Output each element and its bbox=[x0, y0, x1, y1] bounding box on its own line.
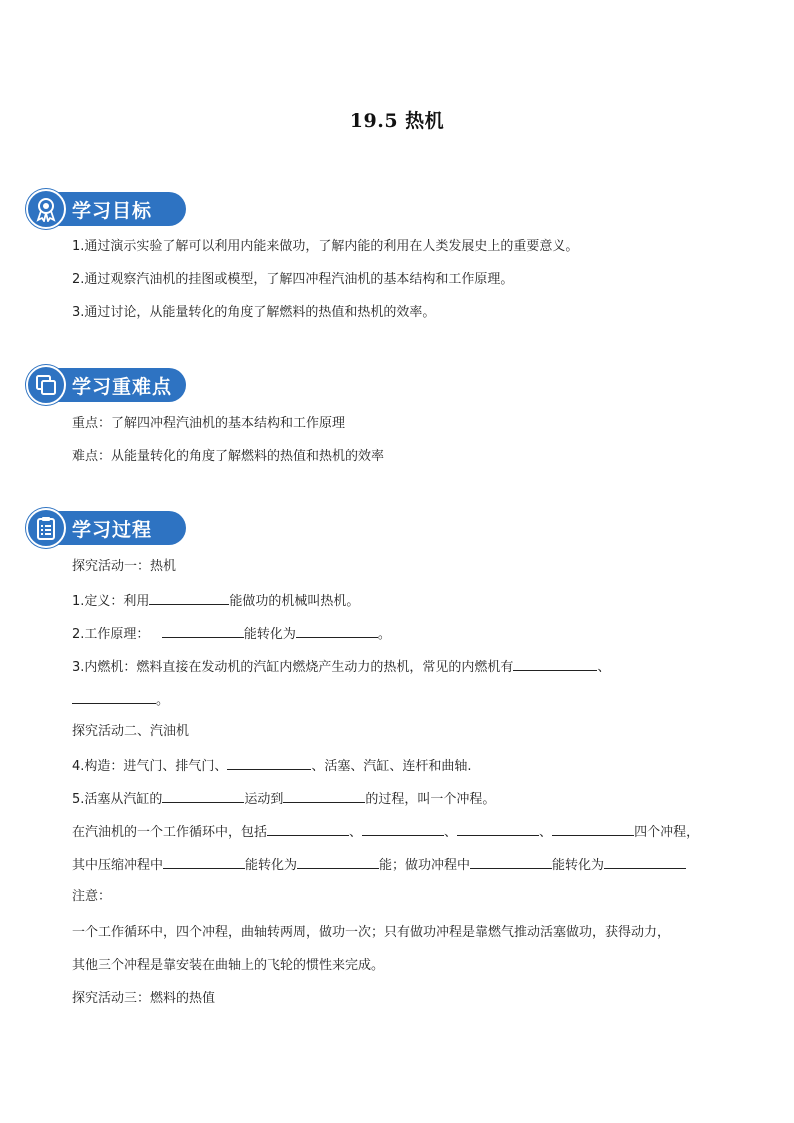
note-title: 注意： bbox=[72, 889, 112, 904]
difficult-point: 难点：从能量转化的角度了解燃料的热值和热机的效率 bbox=[72, 449, 385, 464]
blank[interactable] bbox=[162, 625, 244, 638]
question-4: 4.构造：进气门、排气门、 、活塞、汽缸、连杆和曲轴. bbox=[72, 759, 472, 774]
blank[interactable] bbox=[362, 823, 444, 836]
note-line-2: 其他三个冲程是靠安装在曲轴上的飞轮的惯性来完成。 bbox=[72, 958, 385, 973]
activity-1-heading: 探究活动一：热机 bbox=[72, 559, 177, 574]
goal-item-1: 1.通过演示实验了解可以利用内能来做功，了解内能的利用在人类发展史上的重要意义。 bbox=[72, 239, 579, 254]
section-header-process bbox=[26, 508, 186, 548]
blank[interactable] bbox=[227, 757, 311, 770]
question-5: 5.活塞从汽缸的 运动到 的过程，叫一个冲程。 bbox=[72, 792, 496, 807]
blank[interactable] bbox=[163, 856, 245, 869]
section-title-process: 学习过程 bbox=[72, 519, 153, 541]
goal-item-2: 2.通过观察汽油机的挂图或模型，了解四冲程汽油机的基本结构和工作原理。 bbox=[72, 272, 514, 287]
blank[interactable] bbox=[72, 691, 156, 704]
blank[interactable] bbox=[283, 790, 365, 803]
section-header-goals bbox=[26, 189, 186, 229]
blank[interactable] bbox=[149, 592, 229, 605]
blank[interactable] bbox=[297, 856, 379, 869]
blank[interactable] bbox=[552, 823, 634, 836]
blank[interactable] bbox=[267, 823, 349, 836]
question-1: 1.定义：利用 能做功的机械叫热机。 bbox=[72, 594, 360, 609]
cycle-sentence: 在汽油机的一个工作循环中，包括 、 、 、 四个冲程， bbox=[72, 825, 700, 840]
question-2: 2.工作原理： 能转化为 。 bbox=[72, 627, 391, 642]
compression-sentence: 其中压缩冲程中 能转化为 能；做功冲程中 能转化为 bbox=[72, 856, 686, 874]
blank[interactable] bbox=[470, 856, 552, 869]
section-header-keypoints bbox=[26, 365, 186, 405]
section-title-goals: 学习目标 bbox=[72, 200, 153, 222]
activity-3-heading: 探究活动三：燃料的热值 bbox=[72, 991, 216, 1006]
activity-2-heading: 探究活动二、汽油机 bbox=[72, 724, 190, 739]
section-title-keypoints: 学习重难点 bbox=[72, 376, 173, 398]
blank[interactable] bbox=[604, 856, 686, 869]
note-line-1: 一个工作循环中，四个冲程，曲轴转两周，做功一次；只有做功冲程是靠燃气推动活塞做功，获得动力， bbox=[72, 925, 671, 940]
question-3-cont: 。 bbox=[72, 691, 169, 709]
blank[interactable] bbox=[296, 625, 378, 638]
question-3: 3.内燃机：燃料直接在发动机的汽缸内燃烧产生动力的热机，常见的内燃机有 、 bbox=[72, 660, 611, 675]
stacked-pages-icon bbox=[26, 365, 66, 405]
goal-item-3: 3.通过讨论，从能量转化的角度了解燃料的热值和热机的效率。 bbox=[72, 305, 436, 320]
blank[interactable] bbox=[457, 823, 539, 836]
page-title: 19.5 热机 bbox=[349, 110, 445, 132]
key-point: 重点：了解四冲程汽油机的基本结构和工作原理 bbox=[72, 416, 346, 431]
blank[interactable] bbox=[162, 790, 244, 803]
clipboard-checklist-icon bbox=[26, 508, 66, 548]
award-ribbon-icon bbox=[26, 189, 66, 229]
blank[interactable] bbox=[513, 658, 597, 671]
